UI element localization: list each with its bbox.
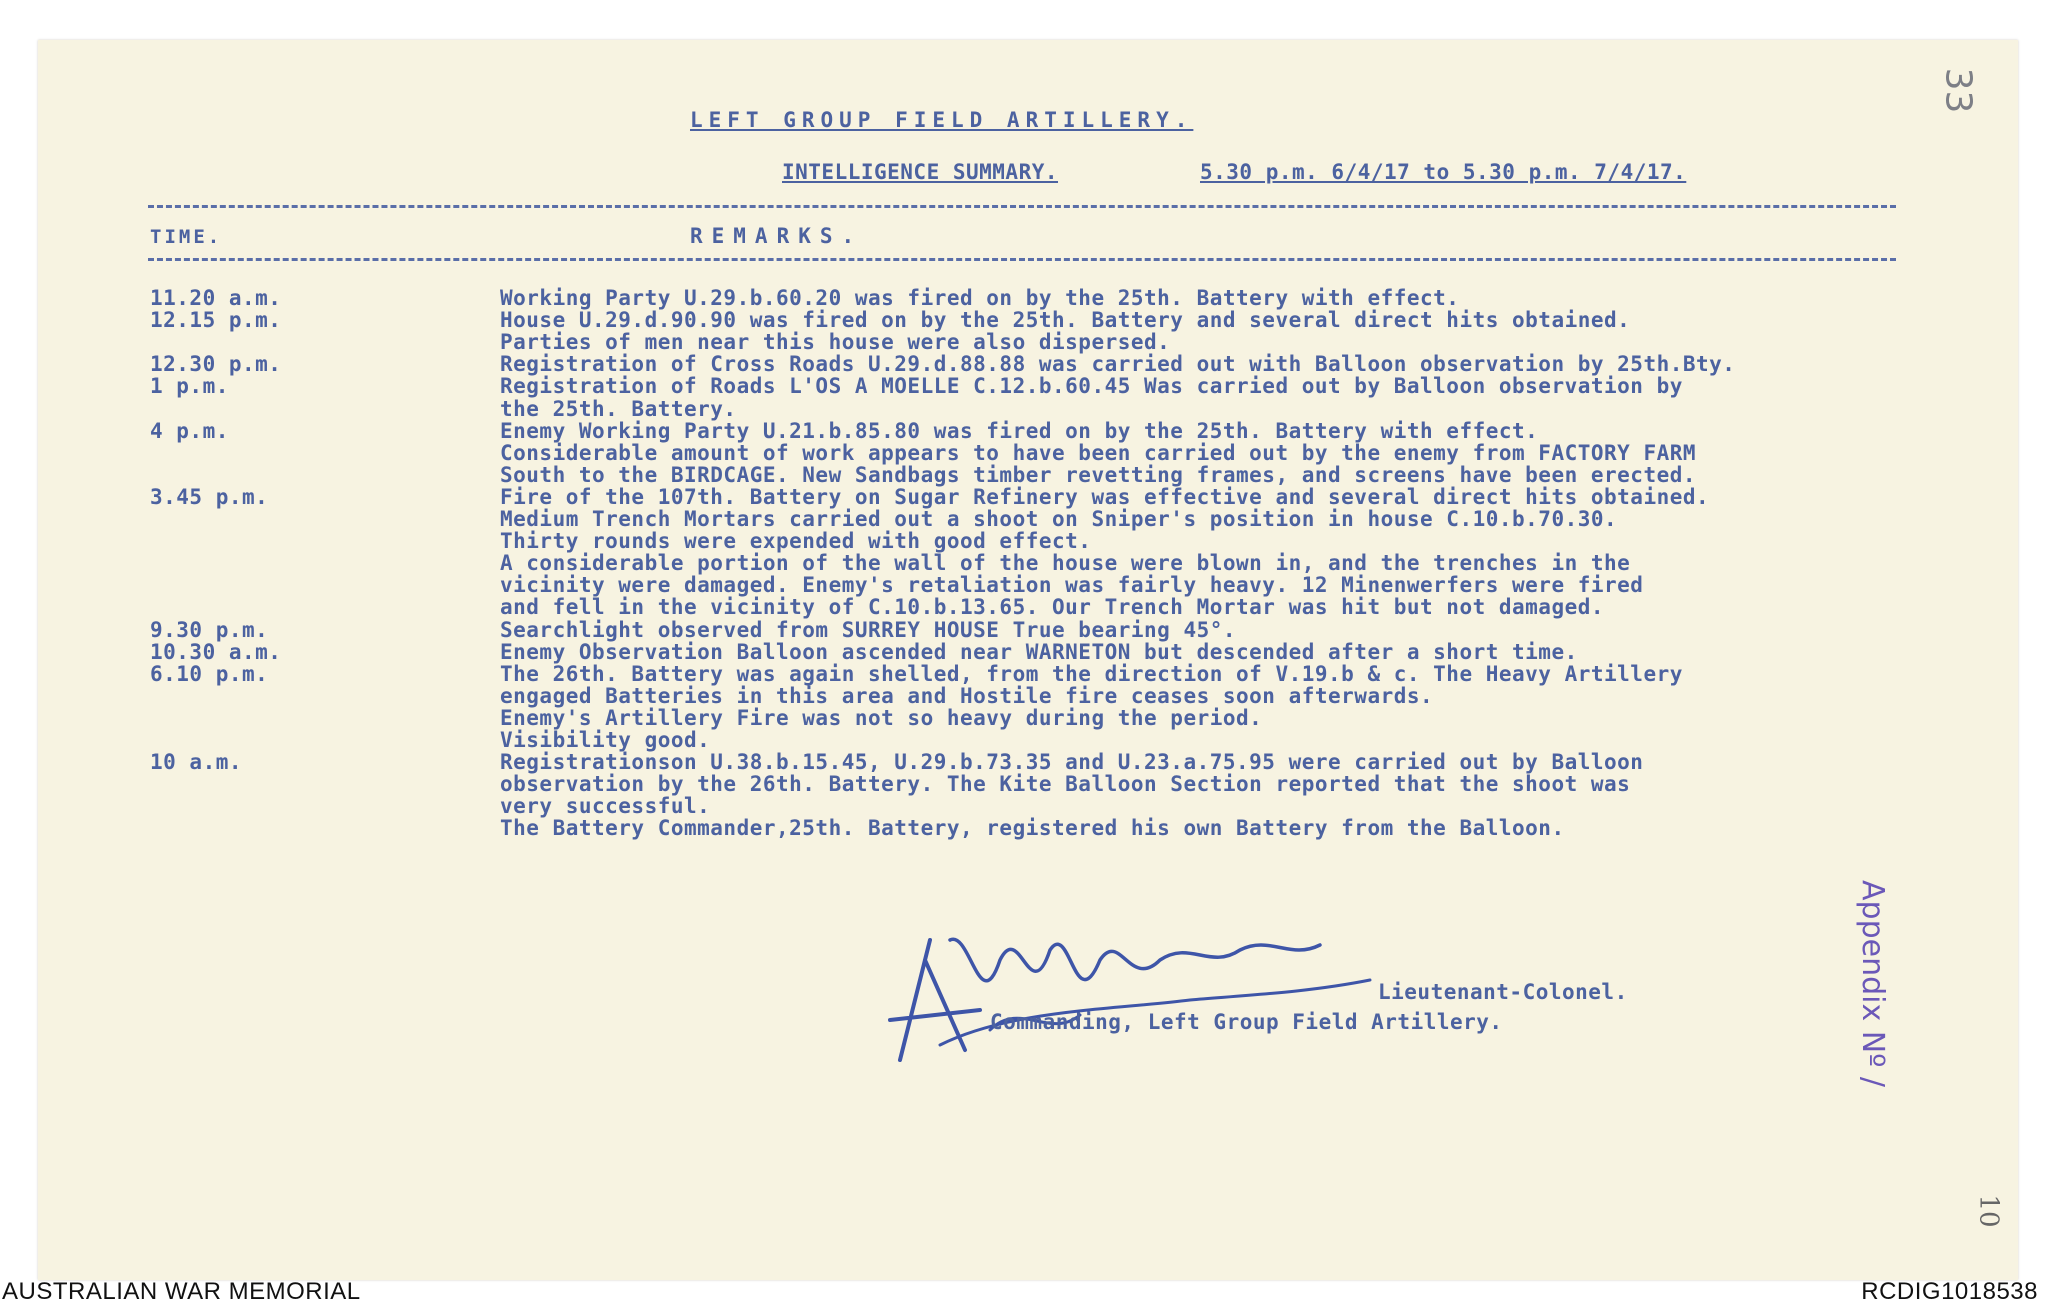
entry-remark: Registration of Cross Roads U.29.d.88.88 was carried out with Balloon observation by 25th.Bty. [500, 352, 1736, 377]
entry-time: 12.30 p.m. [150, 352, 282, 377]
entry-remark: Working Party U.29.b.60.20 was fired on by the 25th. Battery with effect. [500, 286, 1460, 310]
entry-remark: engaged Batteries in this area and Hostile fire ceases soon afterwards. [500, 683, 1434, 708]
entry-time: 1 p.m. [150, 374, 229, 399]
footer-institution: AUSTRALIAN WAR MEMORIAL [2, 1278, 361, 1305]
signatory-rank: Lieutenant-Colonel. [1378, 980, 1628, 1004]
entry-time: 10 a.m. [150, 750, 243, 775]
entry-remark: South to the BIRDCAGE. New Sandbags timber revetting frames, and screens have been erected. [500, 462, 1697, 487]
folio-number: 10 [1973, 1194, 2004, 1228]
entry-remark: Parties of men near this house were also dispersed. [500, 330, 1171, 355]
entry-remark: Fire of the 107th. Battery on Sugar Refinery was effective and several direct hits obtained. [500, 484, 1710, 509]
entry-time: 11.20 a.m. [150, 286, 282, 310]
entry-remark: Medium Trench Mortars carried out a shoot on Sniper's position in house C.10.b.70.30. [500, 507, 1618, 531]
entry-remark: The 26th. Battery was again shelled, from the direction of V.19.b & c. The Heavy Artillery [500, 661, 1683, 686]
remarks-column-header: REMARKS. [690, 224, 864, 248]
entry-remark: House U.29.d.90.90 was fired on by the 25th. Battery and several direct hits obtained. [500, 308, 1631, 333]
entry-remark: Enemy Observation Balloon ascended near WARNETON but descended after a short time. [500, 639, 1578, 664]
entry-time: 9.30 p.m. [150, 617, 269, 642]
entry-time: 10.30 a.m. [150, 639, 282, 664]
signature-image [870, 900, 1390, 1070]
entry-remark: Thirty rounds were expended with good effect. [500, 529, 1092, 554]
entry-remark: observation by the 26th. Battery. The Kite Balloon Section reported that the shoot was [500, 772, 1631, 797]
entry-remark: Registrationson U.38.b.15.45, U.29.b.73.35 and U.23.a.75.95 were carried out by Balloon [500, 750, 1644, 775]
time-column-header: TIME. [150, 226, 223, 248]
header-rule-bottom [148, 258, 1896, 261]
entry-remark: Visibility good. [500, 728, 711, 752]
document-title: LEFT GROUP FIELD ARTILLERY. [690, 108, 1194, 132]
entry-remark: A considerable portion of the wall of the house were blown in, and the trenches in the [500, 551, 1631, 576]
entry-time: 4 p.m. [150, 418, 229, 443]
appendix-annotation: Appendix Nº / [1855, 880, 1890, 1087]
signatory-role: Commanding, Left Group Field Artillery. [990, 1010, 1503, 1034]
entry-time: 3.45 p.m. [150, 484, 269, 509]
page-number: 33 [1937, 67, 1979, 114]
footer-record-id: RCDIG1018538 [1861, 1278, 2038, 1305]
summary-heading: INTELLIGENCE SUMMARY. [782, 160, 1059, 184]
entry-remark: the 25th. Battery. [500, 396, 737, 421]
entry-remark: Searchlight observed from SURREY HOUSE True bearing 45°. [500, 617, 1237, 642]
header-rule-top [148, 205, 1896, 208]
entry-time: 12.15 p.m. [150, 308, 282, 333]
entry-remark: and fell in the vicinity of C.10.b.13.65. Our Trench Mortar was hit but not damaged. [500, 595, 1605, 620]
entry-remark: vicinity were damaged. Enemy's retaliation was fairly heavy. 12 Minenwerfers were fired [500, 573, 1644, 598]
entry-remark: The Battery Commander,25th. Battery, registered his own Battery from the Balloon. [500, 816, 1565, 841]
summary-period: 5.30 p.m. 6/4/17 to 5.30 p.m. 7/4/17. [1200, 160, 1687, 184]
entry-remark: Enemy Working Party U.21.b.85.80 was fired on by the 25th. Battery with effect. [500, 418, 1539, 443]
entry-time: 6.10 p.m. [150, 661, 269, 686]
entry-remark: Enemy's Artillery Fire was not so heavy during the period. [500, 705, 1263, 730]
entry-remark: Registration of Roads L'OS A MOELLE C.12.b.60.45 Was carried out by Balloon observation by [500, 374, 1683, 399]
entry-remark: Considerable amount of work appears to have been carried out by the enemy from FACTORY FARM [500, 440, 1697, 465]
entry-remark: very successful. [500, 794, 711, 819]
